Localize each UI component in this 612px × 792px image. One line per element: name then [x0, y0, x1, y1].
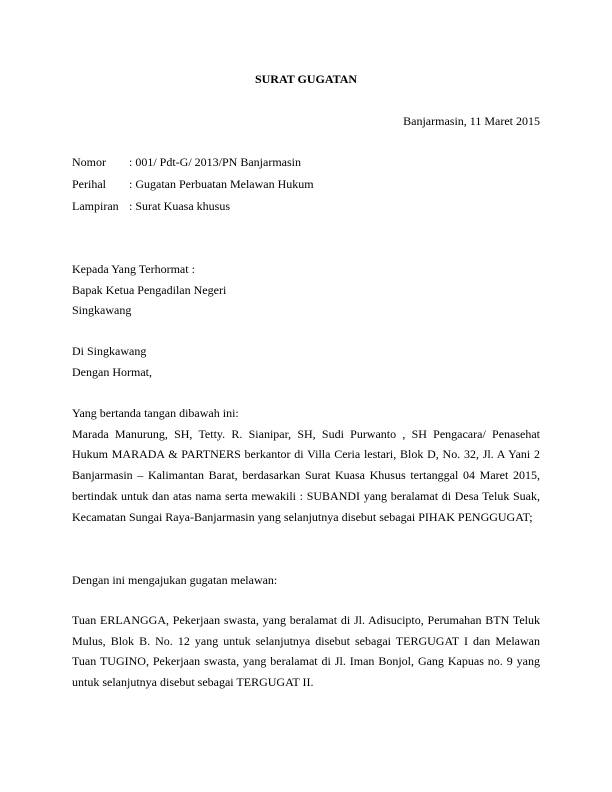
recipient-line: Bapak Ketua Pengadilan Negeri	[72, 282, 227, 297]
signers-paragraph	[72, 403, 540, 527]
recipient-line: Singkawang	[72, 303, 132, 318]
meta-value: : Gugatan Perbuatan Melawan Hukum	[129, 177, 314, 191]
meta-label: Perihal	[72, 177, 106, 191]
greeting-line: Dengan Hormat,	[72, 364, 152, 379]
document-title: SURAT GUGATAN	[254, 72, 358, 86]
meta-label: Lampiran	[72, 199, 119, 213]
meta-value: : Surat Kuasa khusus	[129, 199, 230, 213]
signers-intro: Yang bertanda tangan dibawah ini:	[72, 406, 239, 420]
recipient-block	[72, 259, 540, 321]
location-line: Di Singkawang	[72, 344, 147, 358]
meta-row-perihal	[72, 177, 314, 199]
meta-value: : 001/ Pdt-G/ 2013/PN Banjarmasin	[129, 155, 301, 169]
place-date: Banjarmasin, 11 Maret 2015	[403, 114, 540, 128]
meta-row-nomor	[72, 155, 314, 177]
signers-body: Marada Manurung, SH, Tetty. R. Sianipar, SH, Sudi Purwanto , SH Pengacara/ Penasehat Hukum MARADA & PARTNERS berkantor di Villa Ceria lestari, Blok D, No. 32, Jl. A Yani 2 Banjarmasin – Kalimantan Barat, berdasarkan Surat Kuasa Khusus tertanggal 04 Maret 2015, bertindak untuk dan atas nama serta mewakili : SUBANDI yang beralamat di Desa Teluk Suak, Kecamatan Sungai Raya-Banjarmasin yang selanjutnya disebut sebagai PIHAK PENGGUGAT;	[72, 426, 540, 524]
meta-row-lampiran	[72, 199, 314, 221]
salutation-block	[72, 341, 540, 382]
statement-paragraph: Dengan ini mengajukan gugatan melawan:	[72, 573, 278, 587]
recipient-line: Kepada Yang Terhormat :	[72, 262, 195, 276]
meta-label: Nomor	[72, 155, 106, 169]
letter-meta	[72, 155, 314, 221]
defendants-paragraph: Tuan ERLANGGA, Pekerjaan swasta, yang beralamat di Jl. Adisucipto, Perumahan BTN Teluk Mulus, Blok B. No. 12 yang untuk selanjutnya disebut sebagai TERGUGAT I dan Melawan Tuan TUGINO, Pekerjaan swasta, yang beralamat di Jl. Iman Bonjol, Gang Kapuas no. 9 yang untuk selanjutnya disebut sebagai TERGUGAT II.	[72, 613, 540, 690]
